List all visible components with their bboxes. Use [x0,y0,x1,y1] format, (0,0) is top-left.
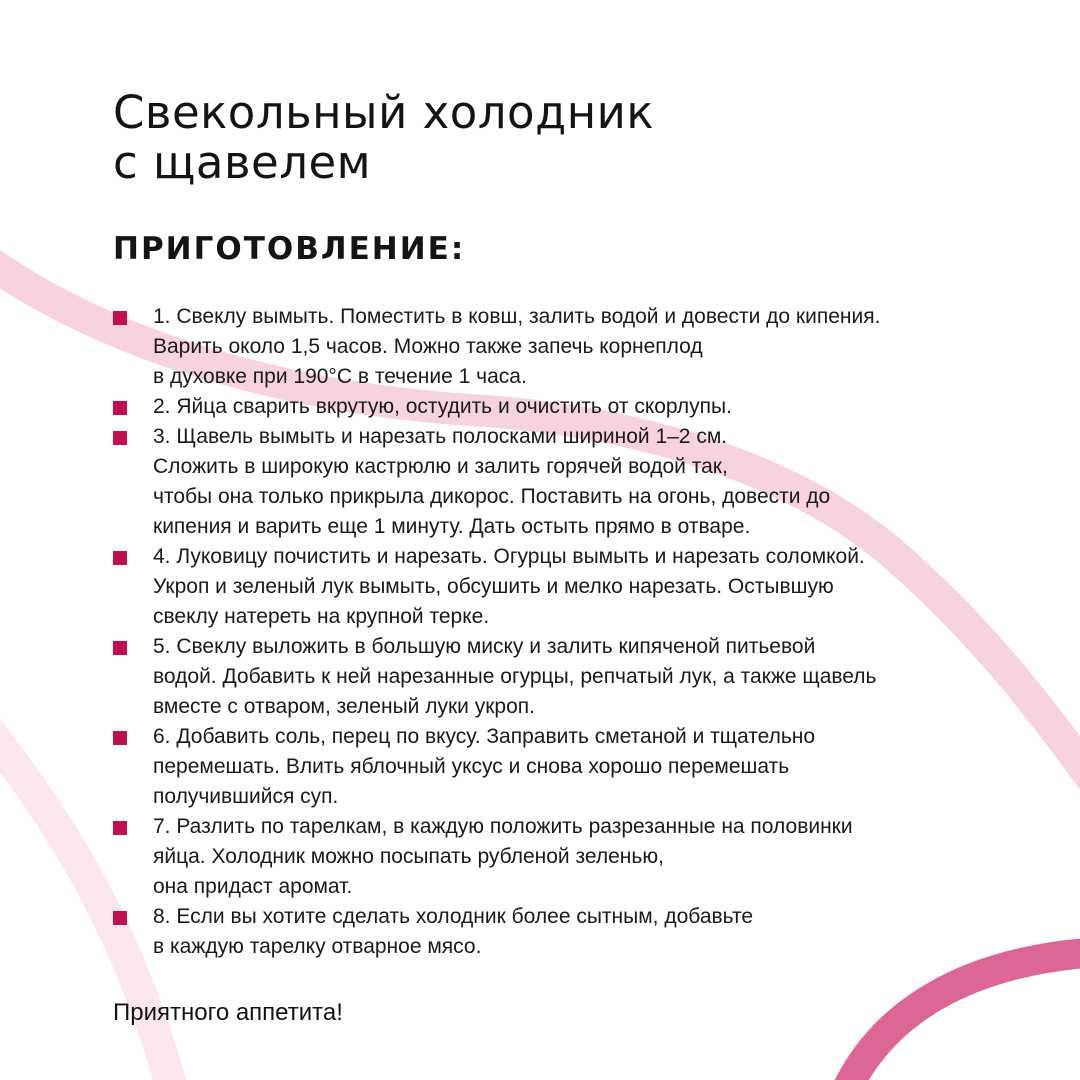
step-item [113,422,1043,542]
step-line: вместе с отваром, зеленый луки укроп. [153,695,535,718]
square-bullet-icon [113,311,127,325]
square-bullet-icon [113,731,127,745]
square-bullet-icon [113,911,127,925]
step-line: чтобы она только прикрыла дикорос. Поставить на огонь, довести до [153,485,831,508]
step-line: кипения и варить еще 1 минуту. Дать остыть прямо в отваре. [153,515,751,538]
step-line: 8. Если вы хотите сделать холодник более сытным, добавьте [153,905,754,928]
step-item [113,812,1043,902]
square-bullet-icon [113,401,127,415]
steps-list [113,302,1043,962]
step-line: получившийся суп. [153,785,339,808]
step-line: в духовке при 190°С в течение 1 часа. [153,365,527,388]
step-item [113,392,1043,422]
step-item [113,542,1043,632]
ribbon-corner [842,952,1080,1080]
recipe-title-line-1: Свекольный холодник [113,86,655,139]
step-line: 7. Разлить по тарелкам, в каждую положить разрезанные на половинки [153,815,853,838]
square-bullet-icon [113,551,127,565]
square-bullet-icon [113,431,127,445]
step-line: перемешать. Влить яблочный уксус и снова хорошо перемешать [153,755,790,778]
step-line: в каждую тарелку отварное мясо. [153,935,482,958]
step-item [113,902,1043,962]
step-line: Варить около 1,5 часов. Можно также запечь корнеплод [153,335,703,358]
step-line: 4. Луковицу почистить и нарезать. Огурцы вымыть и нарезать соломкой. [153,545,865,568]
step-line: водой. Добавить к ней нарезанные огурцы, репчатый лук, а также щавель [153,665,877,688]
square-bullet-icon [113,641,127,655]
recipe-title-line-2: с щавелем [113,136,372,189]
step-line: 6. Добавить соль, перец по вкусу. Заправить сметаной и тщательно [153,725,816,748]
recipe-title [113,88,654,188]
step-item [113,632,1043,722]
step-line: Сложить в широкую кастрюлю и залить горячей водой так, [153,455,728,478]
step-item [113,302,1043,392]
step-line: 3. Щавель вымыть и нарезать полосками шириной 1–2 см. [153,425,728,448]
closing-text: Приятного аппетита! [113,999,343,1026]
step-line: 1. Свеклу вымыть. Поместить в ковш, залить водой и довести до кипения. [153,305,881,328]
step-line: свеклу натереть на крупной терке. [153,605,490,628]
step-line: 5. Свеклу выложить в большую миску и залить кипяченой питьевой [153,635,816,658]
step-line: 2. Яйца сварить вкрутую, остудить и очистить от скорлупы. [153,395,732,418]
step-line: яйца. Холодник можно посыпать рубленой зеленью, [153,845,664,868]
step-line: она придаст аромат. [153,875,353,898]
square-bullet-icon [113,821,127,835]
step-line: Укроп и зеленый лук вымыть, обсушить и мелко нарезать. Остывшую [153,575,834,598]
section-heading: ПРИГОТОВЛЕНИЕ: [113,231,466,267]
step-item [113,722,1043,812]
